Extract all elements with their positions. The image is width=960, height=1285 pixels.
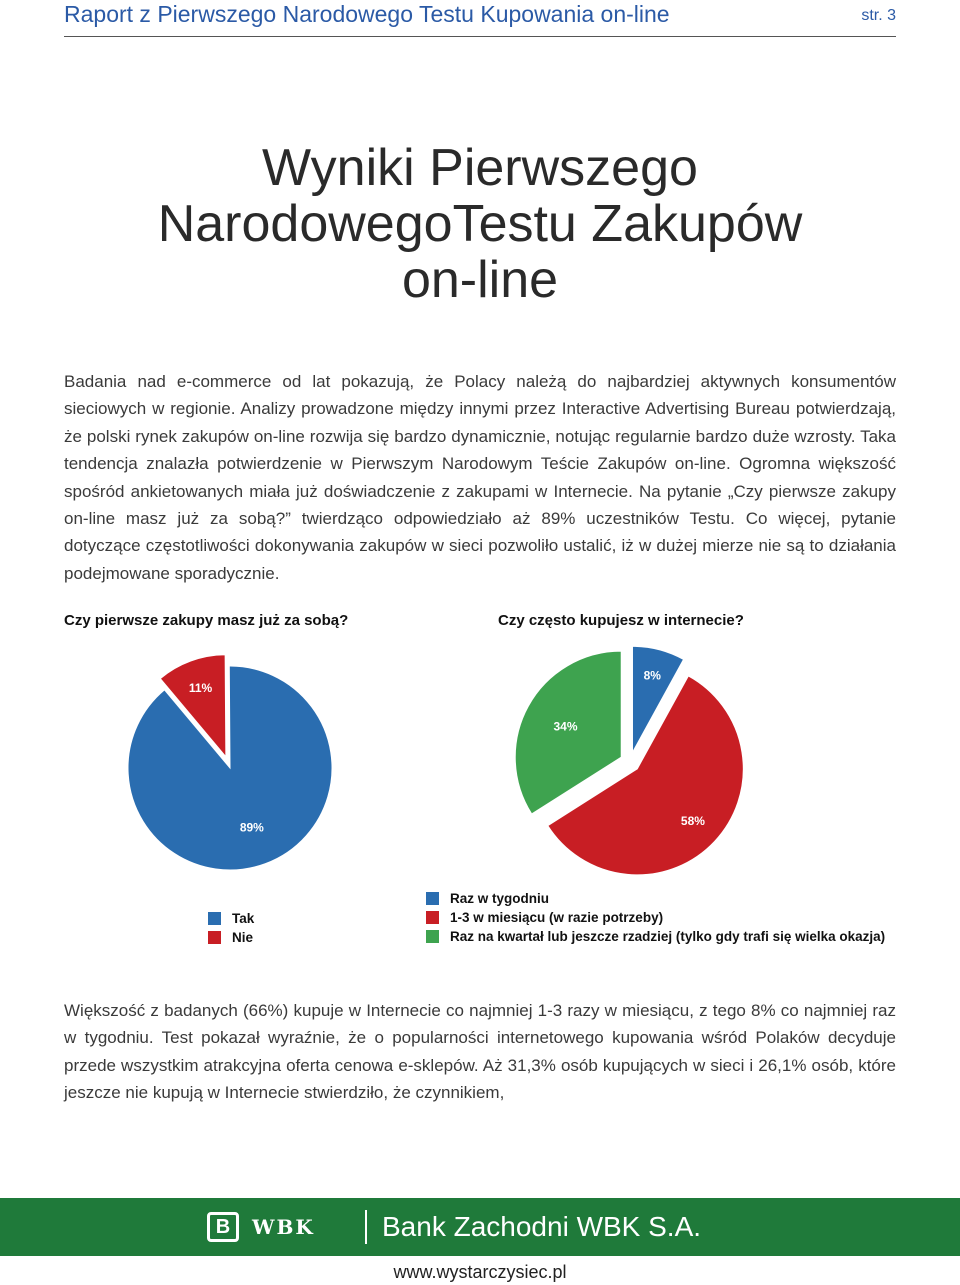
results-paragraph: Większość z badanych (66%) kupuje w Internecie co najmniej 1-3 razy w miesiącu, z tego 8% co najmniej raz w tygodniu. Test pokazał wyraźnie, że o popularności internetowego kupowania wśród Polaków decyduje przede wszystkim atrakcyjna oferta cenowa e-sklepów. Aż 31,3% osób kupujących w sieci i 26,1% osób, które jeszcze nie kupują w Internecie stwierdziło, że czynnikiem,: [64, 1001, 896, 1103]
intro-paragraph: Badania nad e-commerce od lat pokazują, że Polacy należą do najbardziej aktywnych konsumentów sieciowych w regionie. Analizy prowadzone między innymi przez Interactive Advertising Bureau potwierdzają, że polski rynek zakupów on-line rozwija się bardzo dynamicznie, notując regularnie bardzo duże wzrosty. Taka tendencja znalazła potwierdzenie w Pierwszym Narodowym Teście Zakupów on-line. Ogromna większość spośród ankietowanych miała już doświadczenie z zakupami w Internecie. Na pytanie „Czy pierwsze zakupy on-line masz już za sobą?” twierdząco odpowiedziało aż 89% uczestników Testu. Co więcej, pytanie dotyczące częstotliwości dokonywania zakupów w sieci pozwoliło ustalić, iż w dużej mierze nie są to działania podejmowane sporadycznie.: [64, 372, 896, 583]
legend-swatch: [208, 912, 221, 925]
pie-slice-label-nie: 11%: [188, 680, 213, 695]
chart-2-legend: [426, 889, 885, 946]
pie-slice-label-0: 8%: [643, 668, 661, 683]
page-number: str. 3: [861, 7, 896, 24]
pie-chart-first-purchase: [100, 640, 360, 880]
page-title-line-2: NarodowegoTestu Zakupów: [157, 195, 803, 253]
pie-slice-label-tak: 89%: [239, 820, 264, 835]
legend-label: Raz na kwartał lub jeszcze rzadziej (tylko gdy trafi się wielka okazja): [450, 929, 886, 944]
legend-label: Raz w tygodniu: [450, 891, 549, 906]
chart-2-title: Czy często kupujesz w internecie?: [498, 612, 744, 629]
legend-item-nie: [208, 928, 254, 947]
page-title-line-3: on-line: [401, 251, 559, 309]
legend-swatch: [426, 930, 439, 943]
footer-bar: [0, 1198, 960, 1256]
legend-item-weekly: [426, 889, 885, 908]
pie-slice-tak: [128, 666, 332, 870]
page-header: [64, 0, 896, 37]
chart-1-legend: [208, 909, 254, 947]
bank-logo-text: WBK: [252, 1215, 315, 1239]
bank-logo-icon: B: [207, 1212, 239, 1242]
legend-label: 1-3 w miesiącu (w razie potrzeby): [450, 910, 664, 925]
pie-slice-label-2: 34%: [553, 719, 578, 734]
page-title: [0, 140, 960, 308]
legend-item-tak: [208, 909, 254, 928]
pie-slice-label-1: 58%: [680, 814, 705, 829]
legend-label: Nie: [232, 930, 254, 945]
legend-swatch: [426, 892, 439, 905]
website-link[interactable]: www.wystarczysiec.pl: [393, 1262, 567, 1282]
legend-swatch: [426, 911, 439, 924]
legend-item-monthly: [426, 908, 885, 927]
chart-1-title: Czy pierwsze zakupy masz już za sobą?: [64, 612, 349, 629]
pie-chart-frequency: [490, 640, 770, 880]
legend-item-quarterly: [426, 927, 885, 946]
page-title-line-1: Wyniki Pierwszego: [262, 139, 698, 197]
report-title: Raport z Pierwszego Narodowego Testu Kupowania on-line: [64, 1, 670, 27]
legend-swatch: [208, 931, 221, 944]
footer-divider: [365, 1210, 367, 1244]
legend-label: Tak: [232, 911, 255, 926]
bank-name: Bank Zachodni WBK S.A.: [382, 1211, 702, 1242]
